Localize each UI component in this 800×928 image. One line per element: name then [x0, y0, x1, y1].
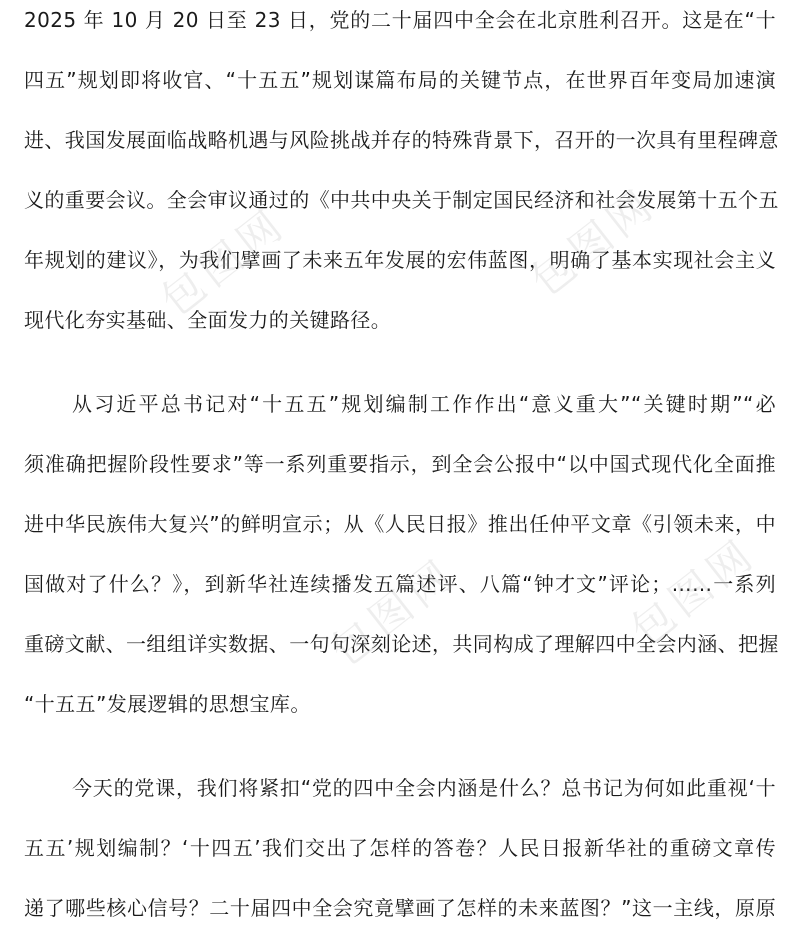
text-line-1: 2025 年 10 月 20 日至 23 日，党的二十届四中全会在北京胜利召开。这是在“十 [24, 8, 776, 32]
text-line-3: 进、我国发展面临战略机遇与风险挑战并存的特殊背景下，召开的一次具有里程碑意 [24, 128, 779, 152]
text-line-13: 今天的党课，我们将紧扣“党的四中全会内涵是什么？总书记为何如此重视‘十 [72, 776, 776, 800]
text-line-7: 从习近平总书记对“十五五”规划编制工作作出“意义重大”“关键时期”“必 [72, 392, 776, 416]
watermark-logo: 包图网 [521, 178, 666, 306]
text-line-15: 递了哪些核心信号？二十届四中全会究竟擘画了怎样的未来蓝图？”这一主线，原原 [24, 896, 776, 920]
text-line-9: 进中华民族伟大复兴”的鲜明宣示；从《人民日报》推出任仲平文章《引领未来，中 [24, 512, 776, 536]
text-line-14: 五五’规划编制？‘十四五’我们交出了怎样的答卷？人民日报新华社的重磅文章传 [24, 836, 776, 860]
text-line-8: 须准确把握阶段性要求”等一系列重要指示，到全会公报中“以中国式现代化全面推 [24, 452, 776, 476]
text-line-4: 义的重要会议。全会审议通过的《中共中央关于制定国民经济和社会发展第十五个五 [24, 188, 779, 212]
text-line-10: 国做对了什么？》，到新华社连续播发五篇述评、八篇“钟才文”评论；……一系列 [24, 572, 776, 596]
watermark-logo: 包图网 [621, 528, 766, 656]
text-line-11: 重磅文献、一组组详实数据、一句句深刻论述，共同构成了理解四中全会内涵、把握 [24, 632, 779, 656]
watermark-logo: 包图网 [321, 548, 466, 676]
text-line-5: 年规划的建议》，为我们擘画了未来五年发展的宏伟蓝图，明确了基本实现社会主义 [24, 248, 776, 272]
text-line-12: “十五五”发展逻辑的思想宝库。 [24, 692, 311, 716]
watermark-logo: 包图网 [151, 198, 296, 326]
text-line-6: 现代化夯实基础、全面发力的关键路径。 [24, 308, 392, 332]
text-line-2: 四五”规划即将收官、“十五五”规划谋篇布局的关键节点，在世界百年变局加速演 [24, 68, 776, 92]
